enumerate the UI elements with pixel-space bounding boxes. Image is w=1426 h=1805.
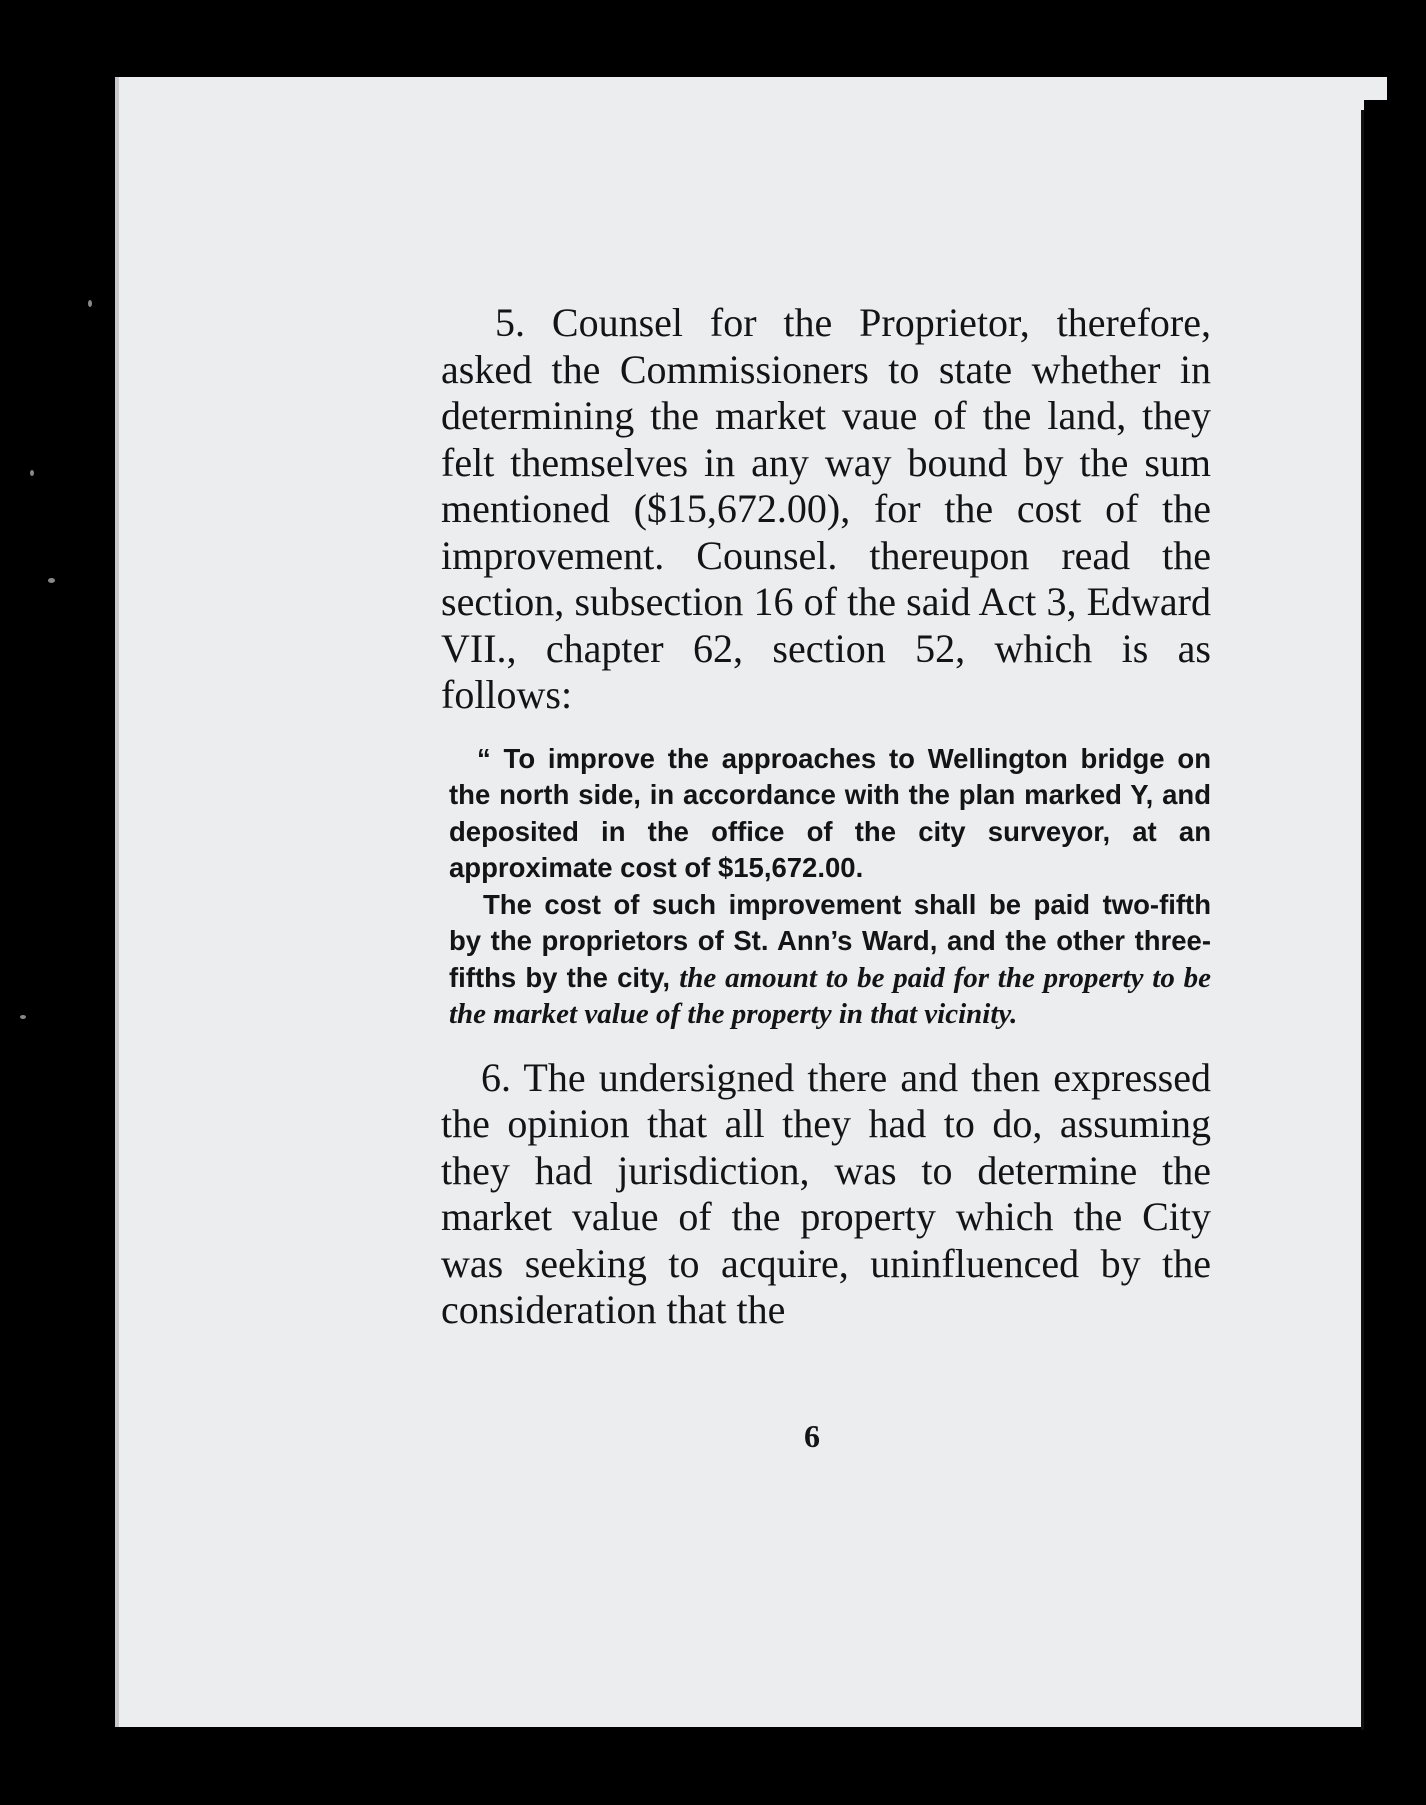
- scan-speck: [88, 300, 92, 307]
- quote-part-2-plain: The cost of such improvement shall be paid two-fifth by the proprietors of St. Ann’s Ward, and the other three-fifths by the city,: [449, 888, 1211, 993]
- paragraph-5: 5. Counsel for the Proprietor, therefore, asked the Commissioners to state whether in determining the market vaue of the land, they felt themselves in any way bound by the sum mentioned ($15,672.00), for the cost of the improvement. Counsel. thereupon read the section, subsection 16 of the said Act 3, Edward VII., chapter 62, section 52, which is as follows:: [441, 300, 1211, 717]
- scan-speck: [30, 470, 34, 476]
- scan-speck: [48, 578, 55, 583]
- page-number: 6: [804, 1418, 820, 1454]
- paragraph-6: 6. The undersigned there and then expressed the opinion that all they had to do, assuming they had jurisdiction, was to determine the market value of the property which the City was seeking to acquire, uninfluenced by the consideration that the: [441, 1054, 1211, 1332]
- scan-speck: [20, 1015, 26, 1019]
- scan-edge: [1364, 100, 1426, 1740]
- document-page: [115, 77, 1387, 1727]
- quote-part-1: “ To improve the approaches to Wellington bridge on the north side, in accordance with the plan marked Y, and deposited in the office of the city surveyor, at an approximate cost of $15,672.00.: [449, 742, 1211, 883]
- text-column: [441, 300, 1211, 1334]
- quote-part-2: [449, 887, 1211, 1033]
- statute-quote: [449, 741, 1211, 1033]
- quote-part-2-italic: the amount to be paid for the property to be the market value of the property in that vicinity.: [449, 961, 1212, 1030]
